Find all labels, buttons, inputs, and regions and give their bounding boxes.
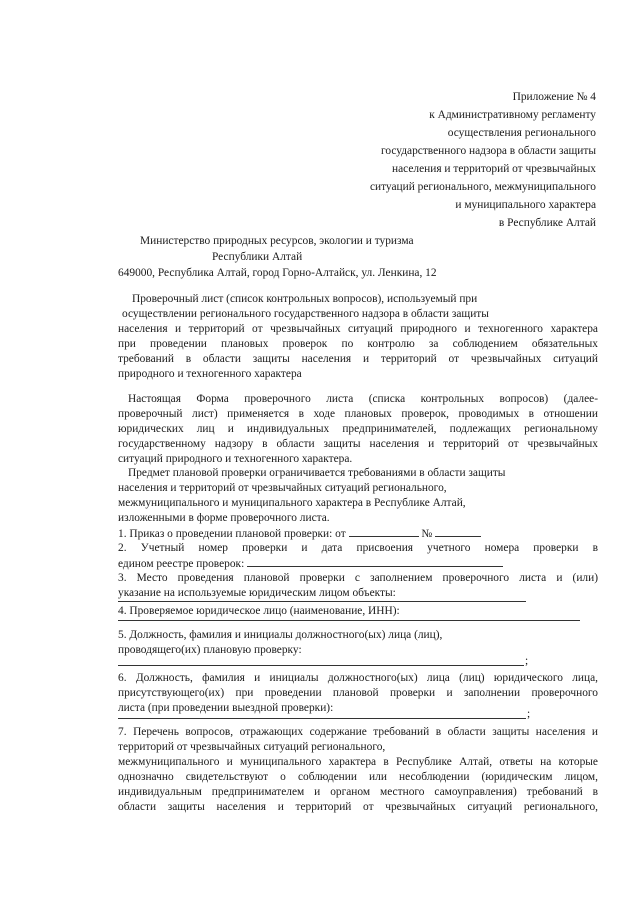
appendix-line: государственного надзора в области защиты: [380, 145, 596, 157]
item-3-line: 3. Место проведения плановой проверки с заполнением проверочного листа и (или): [118, 572, 598, 584]
ministry-region: Республики Алтай: [212, 251, 303, 263]
item-5-line: проводящего(их) плановую проверку:: [118, 644, 302, 656]
ministry-name: Министерство природных ресурсов, экологии и туризма: [140, 235, 414, 247]
subject-line: Предмет плановой проверки ограничивается требованиями в области защиты: [128, 467, 506, 479]
appendix-line: ситуаций регионального, межмуниципального: [369, 181, 596, 193]
inspection-number-field[interactable]: [247, 556, 503, 567]
title-line: Проверочный лист (список контрольных вопросов), используемый при: [132, 293, 478, 305]
item-3-line: указание на используемые юридическим лицом объекты:: [118, 587, 396, 599]
representative-field[interactable]: [118, 718, 526, 719]
inspection-place-field[interactable]: [118, 601, 526, 602]
order-date-field[interactable]: [349, 526, 419, 537]
intro-line: государственному надзору в области защиты населения и территорий от чрезвычайных: [118, 438, 598, 450]
item-4-label: 4. Проверяемое юридическое лицо (наименование, ИНН):: [118, 605, 400, 617]
item-7-line: однозначно свидетельствуют о соблюдении или несоблюдении (юридическим лицом,: [118, 771, 598, 783]
appendix-line: осуществления регионального: [447, 127, 596, 139]
title-line: осуществлении регионального государственного надзора в области защиты: [122, 308, 489, 320]
title-line: природного и техногенного характера: [118, 368, 302, 380]
item-2: [118, 556, 503, 571]
intro-line: ситуаций природного и техногенного характера.: [118, 453, 353, 465]
title-line: требований в области защиты населения и территорий от чрезвычайных ситуаций: [118, 353, 598, 365]
appendix-line: и муниципального характера: [455, 199, 596, 211]
item-7-line: территорий от чрезвычайных ситуаций регионального,: [118, 741, 386, 753]
item-6-line: листа (при проведении выездной проверки):: [118, 702, 334, 714]
appendix-line: к Административному регламенту: [429, 109, 596, 121]
item-1: [118, 526, 481, 541]
item-6-end: ;: [527, 708, 531, 720]
item-7-line: индивидуальным предпринимателем и органом местного самоуправления) требований в: [118, 786, 598, 798]
inspector-field[interactable]: [118, 665, 524, 666]
item-5-end: ;: [525, 655, 529, 667]
appendix-line: в Республике Алтай: [498, 217, 596, 229]
item-2-label: едином реестре проверок:: [118, 558, 245, 570]
intro-line: проверочный лист) применяется в ходе плановых проверок, проводимых в отношении: [118, 408, 598, 420]
item-2-line: 2. Учетный номер проверки и дата присвоения учетного номера проверки в: [118, 542, 598, 554]
order-number-field[interactable]: [435, 526, 481, 537]
item-7-line: области защиты населения и территорий от чрезвычайных ситуаций регионального,: [118, 801, 598, 813]
item-7-line: 7. Перечень вопросов, отражающих содержание требований в области защиты населения и: [118, 726, 598, 738]
item-6-line: присутствующего(их) при проведении плановой проверки и заполнении проверочного: [118, 687, 598, 699]
item-1-label: 1. Приказ о проведении плановой проверки: от: [118, 528, 346, 540]
item-1-number-sign: №: [421, 528, 433, 540]
intro-line: юридических лиц и индивидуальных предпринимателей, подлежащих региональному: [118, 423, 598, 435]
appendix-line: населения и территорий от чрезвычайных: [392, 163, 596, 175]
appendix-number: Приложение № 4: [512, 91, 596, 103]
subject-line: населения и территорий от чрезвычайных ситуаций регионального,: [118, 482, 447, 494]
item-7-line: межмуниципального и муниципального характера в Республике Алтай, ответы на которые: [118, 756, 598, 768]
ministry-address: 649000, Республика Алтай, город Горно-Алтайск, ул. Ленкина, 12: [118, 267, 437, 279]
title-line: населения и территорий от чрезвычайных ситуаций природного и техногенного характера: [118, 323, 598, 335]
legal-entity-field[interactable]: [118, 620, 580, 621]
item-5-line: 5. Должность, фамилия и инициалы должностного(ых) лица (лиц),: [118, 629, 443, 641]
intro-line: Настоящая Форма проверочного листа (списка контрольных вопросов) (далее-: [128, 393, 598, 405]
subject-line: межмуниципального и муниципального характера в Республике Алтай,: [118, 497, 466, 509]
item-6-line: 6. Должность, фамилия и инициалы должностного(ых) лица (лиц) юридического лица,: [118, 672, 598, 684]
title-line: при проведении плановых проверок по контролю за соблюдением обязательных: [118, 338, 598, 350]
subject-line: изложенными в форме проверочного листа.: [118, 512, 330, 524]
